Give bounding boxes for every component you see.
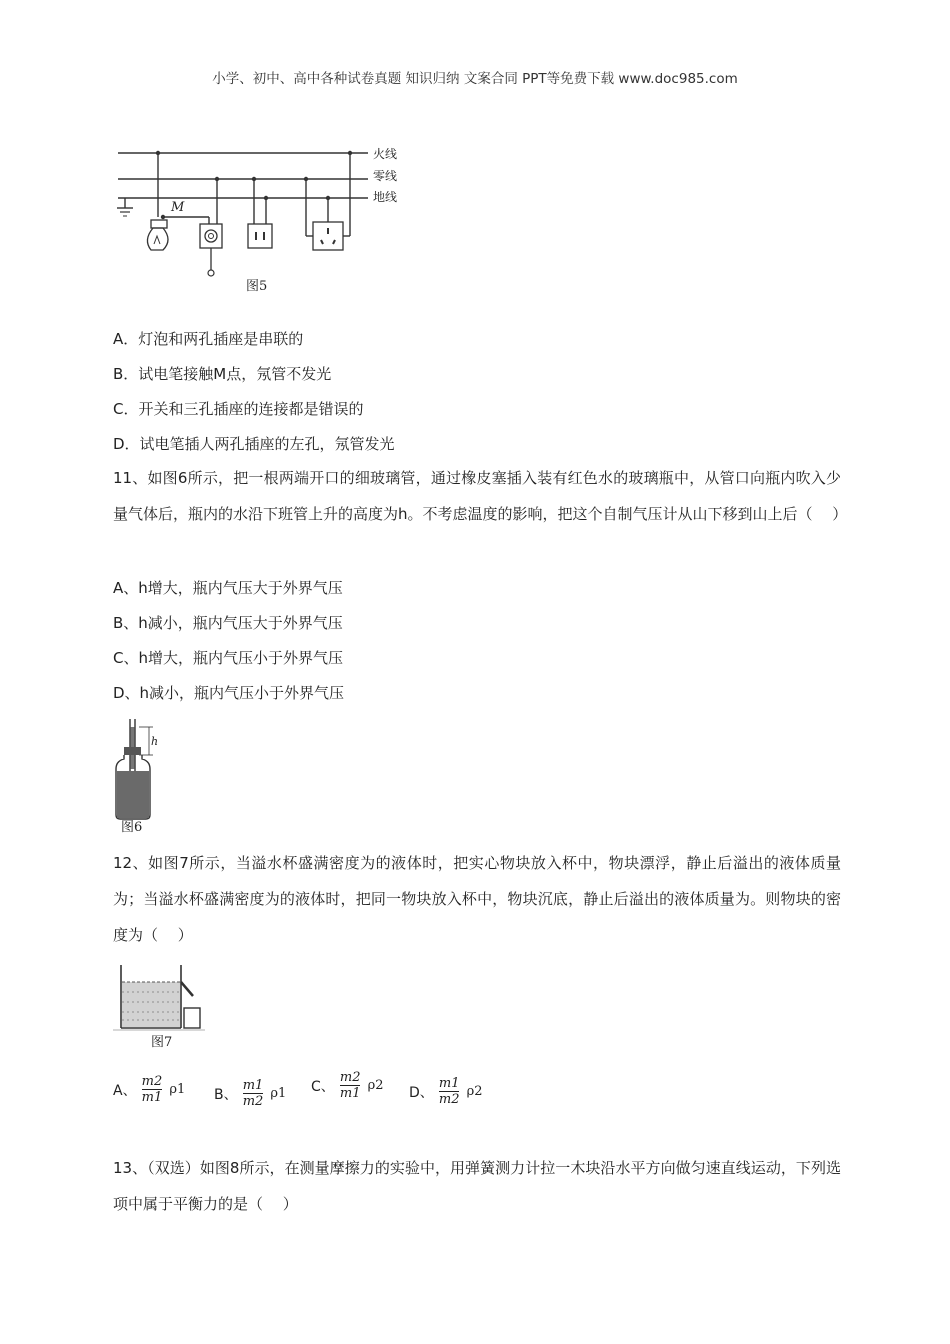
figure-5-caption: 图5 bbox=[246, 279, 268, 294]
figure-5-circuit bbox=[113, 140, 413, 300]
point-m-label: M bbox=[171, 200, 185, 215]
fraction bbox=[243, 1078, 264, 1109]
option-label: D、 bbox=[409, 1084, 434, 1101]
figure-7-caption: 图7 bbox=[151, 1035, 173, 1050]
denominator: m1 bbox=[141, 1090, 163, 1105]
numerator: m1 bbox=[242, 1078, 264, 1093]
figure-7-overflow-cup bbox=[113, 960, 213, 1052]
denominator: m1 bbox=[339, 1086, 361, 1101]
option-label: C、 bbox=[311, 1078, 335, 1095]
figure-6-caption: 图6 bbox=[121, 820, 143, 835]
q12-option-c bbox=[311, 1070, 384, 1101]
density-symbol: ρ1 bbox=[270, 1086, 287, 1101]
q12-option-a bbox=[113, 1074, 185, 1105]
figure-6-barometer bbox=[113, 715, 173, 835]
q12-option-d bbox=[409, 1076, 483, 1107]
page-header: 小学、初中、高中各种试卷真题 知识归纳 文案合同 PPT等免费下载 www.doc985.com bbox=[212, 71, 738, 87]
numerator: m2 bbox=[141, 1074, 163, 1089]
q10-option-d: D．试电笔插人两孔插座的左孔，氖管发光 bbox=[113, 435, 395, 453]
density-symbol: ρ2 bbox=[367, 1078, 384, 1093]
option-label: B、 bbox=[214, 1086, 238, 1103]
q11-option-a: A、h增大，瓶内气压大于外界气压 bbox=[113, 579, 343, 597]
fraction bbox=[439, 1076, 460, 1107]
fraction bbox=[340, 1070, 361, 1101]
q11-option-c: C、h增大，瓶内气压小于外界气压 bbox=[113, 649, 343, 667]
fraction bbox=[142, 1074, 163, 1105]
q10-option-b: B．试电笔接触M点，氖管不发光 bbox=[113, 365, 332, 383]
q11-option-d: D、h减小，瓶内气压小于外界气压 bbox=[113, 684, 345, 702]
q10-option-c: C．开关和三孔插座的连接都是错误的 bbox=[113, 400, 364, 418]
q11-option-b: B、h减小，瓶内气压大于外界气压 bbox=[113, 614, 343, 632]
option-label: A、 bbox=[113, 1082, 137, 1099]
fire-line-label: 火线 bbox=[373, 147, 398, 161]
numerator: m2 bbox=[339, 1070, 361, 1085]
h-label: h bbox=[151, 735, 159, 748]
density-symbol: ρ1 bbox=[169, 1082, 186, 1097]
density-symbol: ρ2 bbox=[466, 1084, 483, 1099]
q12-stem: 12、如图7所示，当溢水杯盛满密度为的液体时，把实心物块放入杯中，物块漂浮，静止后溢出的液体质量为；当溢水杯盛满密度为的液体时，把同一物块放入杯中，物块沉底，静止后溢出的液体质量为。则物块的密度为（ ） bbox=[113, 854, 841, 944]
denominator: m2 bbox=[438, 1092, 460, 1107]
q12-option-b bbox=[214, 1078, 286, 1109]
neutral-line-label: 零线 bbox=[373, 169, 398, 183]
q11-stem: 11、如图6所示，把一根两端开口的细玻璃管，通过橡皮塞插入装有红色水的玻璃瓶中，从管口向瓶内吹入少量气体后，瓶内的水沿下班管上升的高度为h。不考虑温度的影响，把这个自制气压计从山下移到山上后（ ） bbox=[113, 469, 848, 523]
q10-option-a: A．灯泡和两孔插座是串联的 bbox=[113, 330, 304, 348]
ground-line-label: 地线 bbox=[373, 190, 398, 204]
numerator: m1 bbox=[438, 1076, 460, 1091]
q13-stem: 13、（双选）如图8所示，在测量摩擦力的实验中，用弹簧测力计拉一木块沿水平方向做匀速直线运动，下列选项中属于平衡力的是（ ） bbox=[113, 1159, 841, 1213]
denominator: m2 bbox=[242, 1094, 264, 1109]
